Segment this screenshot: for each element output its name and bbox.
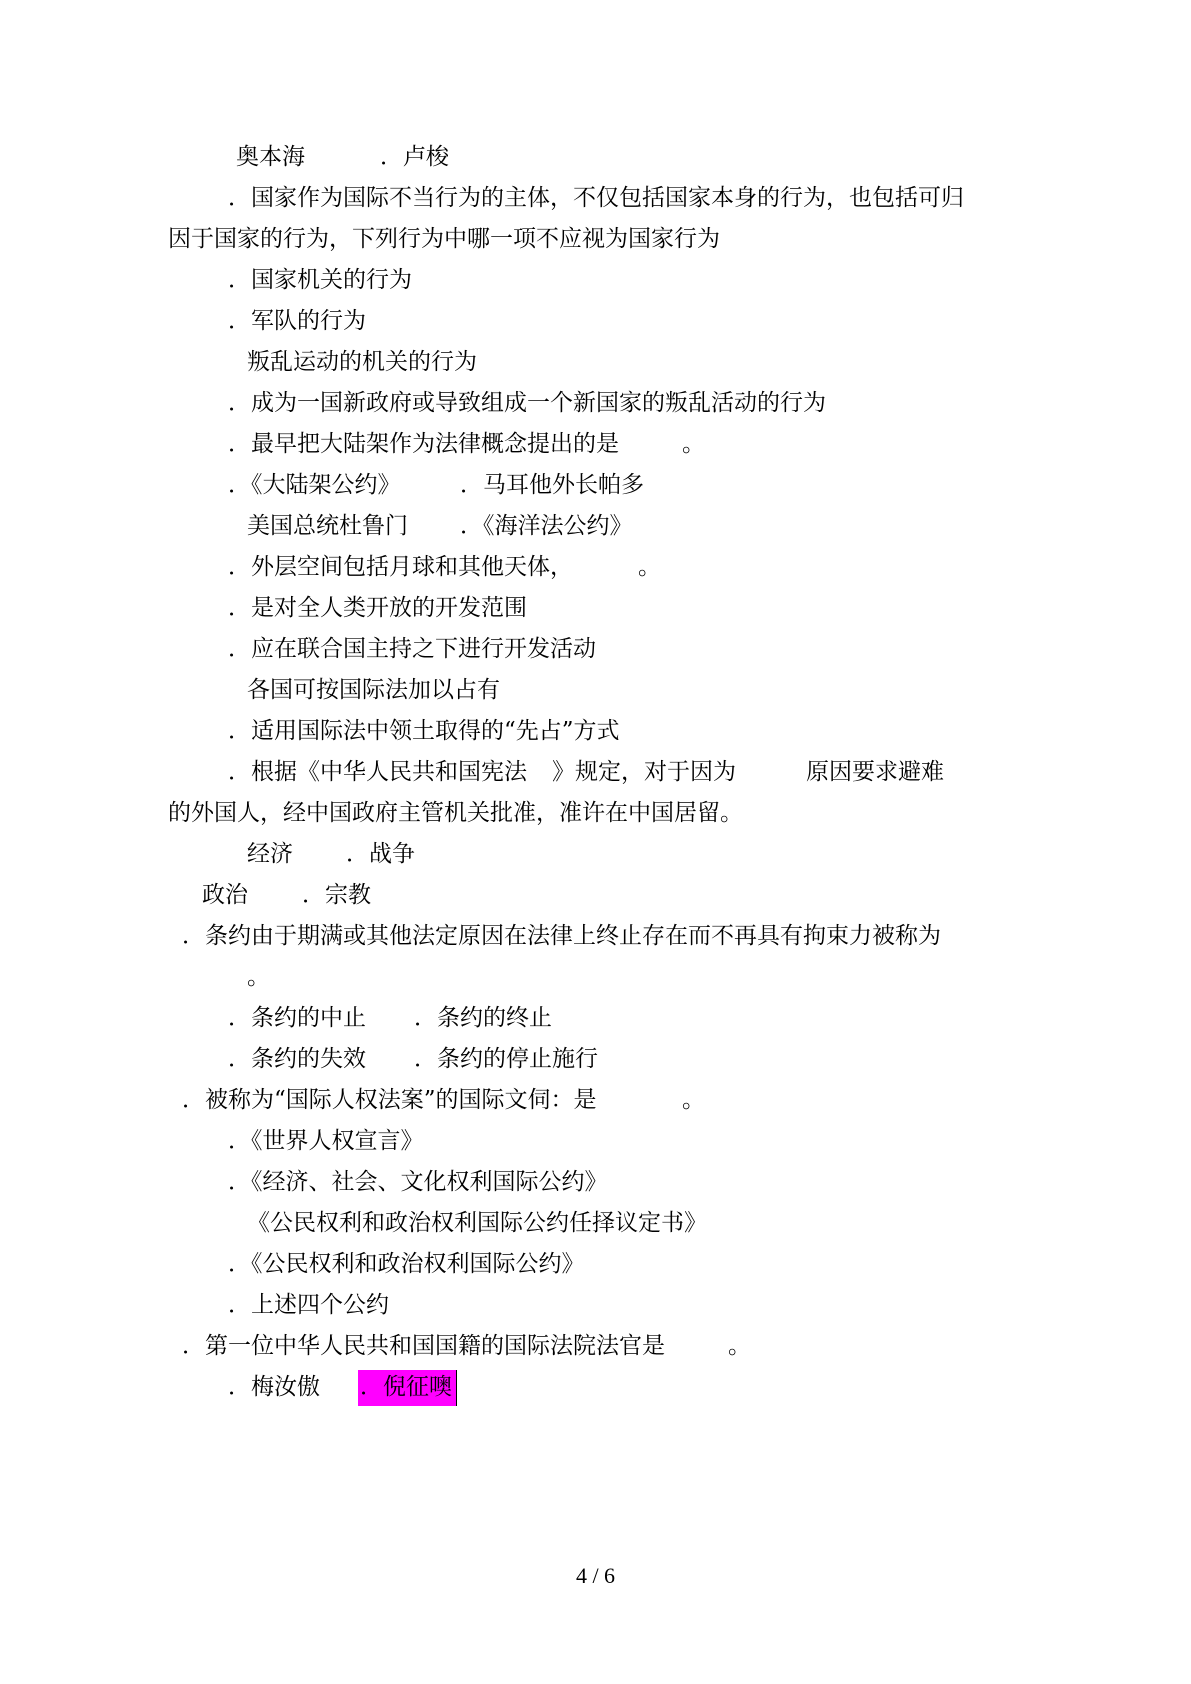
question-line: ．国家作为国际不当行为的主体，不仅包括国家本身的行为，也包括可归 bbox=[228, 185, 964, 211]
question-line: 。 bbox=[247, 964, 270, 990]
question-line: ．第一位中华人民共和国国籍的国际法院法官是 bbox=[182, 1333, 665, 1359]
option-line: ．是对全人类开放的开发范围 bbox=[228, 595, 527, 621]
option-line: ．国家机关的行为 bbox=[228, 267, 412, 293]
question-line: 。 bbox=[638, 554, 661, 580]
question-line: ．条约由于期满或其他法定原因在法律上终止存在而不再具有拘束力被称为 bbox=[182, 923, 941, 949]
option-line: ．条约的停止施行 bbox=[414, 1046, 598, 1072]
question-line: 因于国家的行为，下列行为中哪一项不应视为国家行为 bbox=[168, 226, 720, 252]
option-line: 各国可按国际法加以占有 bbox=[247, 677, 500, 703]
option-line: ．适用国际法中领土取得的“先占”方式 bbox=[228, 718, 620, 744]
option-line: 奥本海 bbox=[236, 144, 305, 170]
question-line: ．被称为“国际人权法案”的国际文伺：是 bbox=[182, 1087, 597, 1113]
page-number: 4 / 6 bbox=[575, 1563, 616, 1588]
question-line: ．最早把大陆架作为法律概念提出的是 bbox=[228, 431, 619, 457]
option-line: ．条约的中止 bbox=[228, 1005, 366, 1031]
question-line: ．外层空间包括月球和其他天体， bbox=[228, 554, 573, 580]
question-line: 。 bbox=[728, 1333, 751, 1359]
question-line: 的外国人，经中国政府主管机关批准，准许在中国居留。 bbox=[168, 800, 743, 826]
option-line: ．成为一国新政府或导致组成一个新国家的叛乱活动的行为 bbox=[228, 390, 826, 416]
option-line: ．条约的终止 bbox=[414, 1005, 552, 1031]
option-line: ．《世界人权宣言》 bbox=[228, 1128, 424, 1154]
option-line: 《公民权利和政治权利国际公约任择议定书》 bbox=[247, 1210, 707, 1236]
option-line: ．应在联合国主持之下进行开发活动 bbox=[228, 636, 596, 662]
option-line: ．梅汝傲 bbox=[228, 1374, 320, 1400]
question-line: ．根据《中华人民共和国宪法 bbox=[228, 759, 527, 785]
question-line: 原因要求避难 bbox=[806, 759, 944, 785]
option-line: ．《公民权利和政治权利国际公约》 bbox=[228, 1251, 585, 1277]
option-line: ．条约的失效 bbox=[228, 1046, 366, 1072]
option-line: ．宗教 bbox=[302, 882, 371, 908]
option-line: ．卢梭 bbox=[380, 144, 449, 170]
question-line: 。 bbox=[682, 431, 705, 457]
option-line: 政治 bbox=[202, 882, 248, 908]
question-line: 。 bbox=[682, 1087, 705, 1113]
question-line: 》规定，对于因为 bbox=[552, 759, 736, 785]
highlighted-option: ．倪征噢 bbox=[358, 1370, 457, 1406]
option-line: ．《海洋法公约》 bbox=[460, 513, 633, 539]
option-line: ．《大陆架公约》 bbox=[228, 472, 401, 498]
option-line: ．战争 bbox=[346, 841, 415, 867]
option-line: ．马耳他外长帕多 bbox=[460, 472, 644, 498]
option-line: ．军队的行为 bbox=[228, 308, 366, 334]
option-line: ．《经济、社会、文化权利国际公约》 bbox=[228, 1169, 608, 1195]
option-line: ．上述四个公约 bbox=[228, 1292, 389, 1318]
option-line: 叛乱运动的机关的行为 bbox=[247, 349, 477, 375]
option-line: 美国总统杜鲁门 bbox=[247, 513, 408, 539]
option-line: 经济 bbox=[247, 841, 293, 867]
